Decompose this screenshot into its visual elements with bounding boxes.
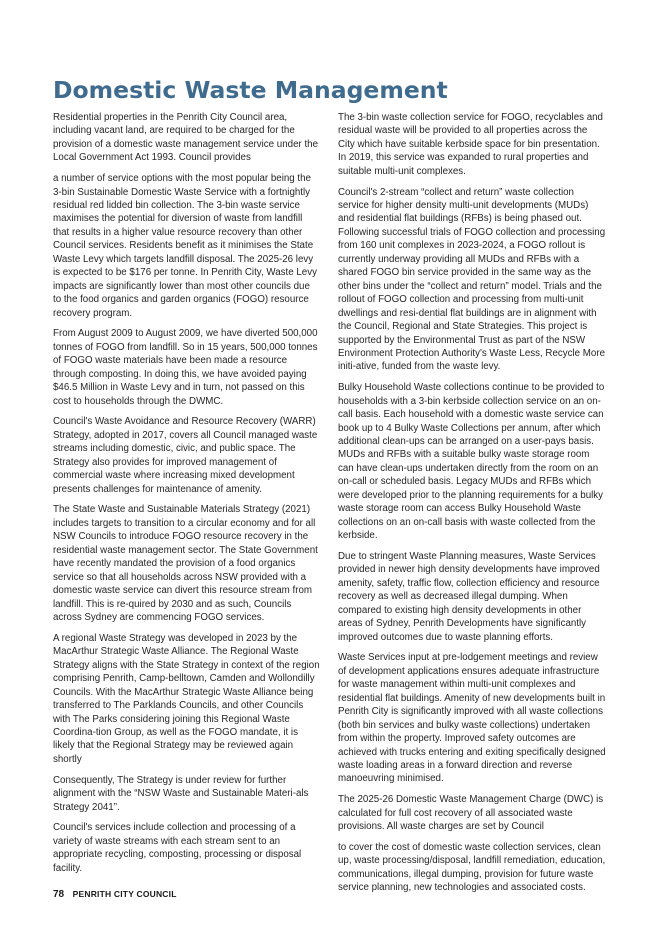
paragraph: Consequently, The Strategy is under review for further alignment with the “NSW Waste and Sustainable Materi-als Strategy 2041”. <box>53 774 309 813</box>
paragraph: A regional Waste Strategy was developed in 2023 by the MacArthur Strategic Waste Alliance. The Regional Waste Strategy aligns with the State Strategy in context of the region comprising Penrith, Camp-belltown, Camden and Wollondilly Councils. With the MacArthur Strategic Waste Alliance being transferred to The Parklands Councils, and other Councils with The Parks considering joining this Regional Waste Coordina-tion Group, as well as the FOGO mandate, it is likely that the Regional Strategy may be reviewed again shortly <box>53 632 320 765</box>
paragraph: a number of service options with the most popular being the 3-bin Sustainable Domestic Waste Service with a fortnightly residual red lidded bin collection. The 3-bin waste service maximises the potential for diversion of waste from landfill that results in a higher value resource recovery than other Council services. Residents benefit as it minimises the State Waste Levy which targets landfill disposal. The 2025-26 levy is expected to be $176 per tonne. In Penrith City, Waste Levy impacts are significantly lower than most other councils due to the food organics and garden organics (FOGO) resource recovery program. <box>53 173 317 319</box>
paragraph: From August 2009 to August 2009, we have diverted 500,000 tonnes of FOGO from landfill. So in 15 years, 500,000 tonnes of FOGO waste materials have been made a resource through composting. In doing this, we have avoided paying $46.5 Million in Waste Levy and in turn, not passed on this cost to households through the DWMC. <box>53 328 318 407</box>
paragraph: Council's services include collection and processing of a variety of waste streams with each stream sent to an appropriate recycling, composting, processing or disposal facility. <box>53 822 302 874</box>
paragraph: The State Waste and Sustainable Materials Strategy (2021) includes targets to transition to a circular economy and for all NSW Councils to introduce FOGO resource recovery in the residential waste management sector. The State Government have recently mandated the provision of a food organics service so that all households across NSW provided with a domestic waste service can divert this resource stream from landfill. This is re-quired by 2030 and as such, Councils across Sydney are commencing FOGO services. <box>53 504 318 624</box>
paragraph: The 3-bin waste collection service for FOGO, recyclables and residual waste will be provided to all properties across the City which have suitable kerbside space for bin presentation. In 2019, this service was expanded to rural properties and suitable multi-unit complexes. <box>338 112 603 177</box>
paragraph: Residential properties in the Penrith City Council area, including vacant land, are required to be charged for the provision of a domestic waste management service under the Local Government Act 1993. Council provides <box>53 112 319 164</box>
paragraph: Waste Services input at pre-lodgement meetings and review of development applications ensures adequate infrastructure for waste management within multi-unit complexes and residential flat buildings. Amenity of new developments built in Penrith City is significantly improved with all waste collections (both bin services and bulky waste collections) undertaken from within the property. Improved safety outcomes are achieved with trucks entering and exiting specifically designed waste loading areas in a forward direction and reverse manoeuvring minimised. <box>338 652 606 785</box>
page-title: Domestic Waste Management <box>53 76 448 104</box>
paragraph: Bulky Household Waste collections continue to be provided to households with a 3-bin kerbside collection service on an on-call basis. Each household with a domestic waste service can book up to 4 Bulky Waste Collections per annum, after which additional clean-ups can be arranged on a user-pays basis. MUDs and RFBs with a suitable bulky waste storage room can have clean-ups undertaken directly from the room on an on-call or scheduled basis. Legacy MUDs and RFBs which were developed prior to the planning requirements for a bulky waste storage room can access Bulky Household Waste collections on an on-call basis with waste collected from the kerbside. <box>338 382 605 542</box>
paragraph: Council's 2-stream “collect and return” waste collection service for higher density multi-unit developments (MUDs) and residential flat buildings (RFBs) is being phased out. Following successful trials of FOGO collection and processing from 160 unit complexes in 2023-2024, a FOGO rollout is currently underway providing all MUDs and RFBs with a shared FOGO bin service provided in the same way as the other bins under the “collect and return” model. Trials and the rollout of FOGO collection and processing from multi-unit dwellings and resi-dential flat buildings are in alignment with the Council, Regional and State Strategies. This project is supported by the Environmental Trust as part of the NSW Environment Protection Authority's Waste Less, Recycle More initi-ative, funded from the waste levy. <box>338 186 606 373</box>
footer-organisation-label: PENRITH CITY COUNCIL <box>72 889 177 899</box>
page-footer <box>53 889 177 900</box>
right-column <box>338 111 606 902</box>
paragraph: to cover the cost of domestic waste collection services, clean up, waste processing/disposal, landfill remediation, education, communications, illegal dumping, provision for future waste service planning, new technologies and associated costs. <box>338 841 606 894</box>
paragraph: Council's Waste Avoidance and Resource Recovery (WARR) Strategy, adopted in 2017, covers all Council managed waste streams including domestic, civic, and public space. The Strategy also provides for improved management of commercial waste where increasing mixed development presents challenges for maintenance of amenity. <box>53 416 318 495</box>
left-column <box>53 111 320 882</box>
paragraph: Due to stringent Waste Planning measures, Waste Services provided in newer high density developments have improved amenity, safety, traffic flow, collection efficiency and resource recovery as well as decreased illegal dumping. When compared to existing high density developments in other areas of Sydney, Penrith Developments have significantly improved outcomes due to waste planning efforts. <box>338 550 600 643</box>
paragraph: The 2025-26 Domestic Waste Management Charge (DWC) is calculated for full cost recovery of all associated waste provisions. All waste charges are set by Council <box>338 794 604 833</box>
page-number: 78 <box>53 889 65 900</box>
